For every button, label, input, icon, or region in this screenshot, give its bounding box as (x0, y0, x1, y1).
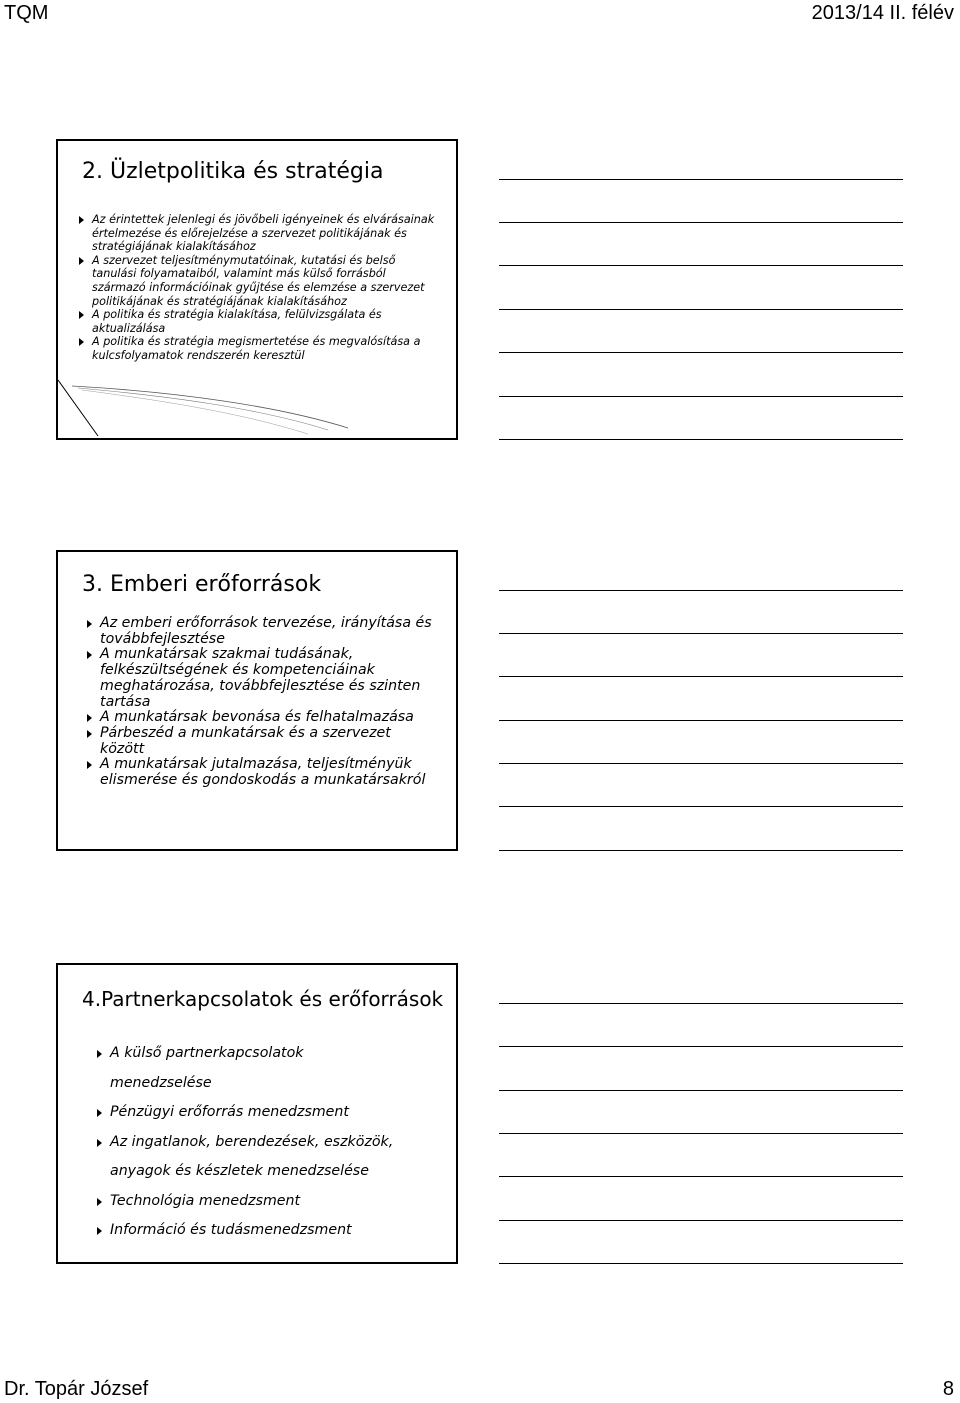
note-line (499, 309, 903, 310)
note-line (499, 1133, 903, 1134)
bullet-item: A politika és stratégia kialakítása, felülvizsgálata és aktualizálása (92, 308, 438, 335)
header-semester: 2013/14 II. félév (811, 2, 954, 24)
note-line (499, 222, 903, 223)
slide-title: 4.Partnerkapcsolatok és erőforrások (82, 987, 444, 1011)
note-line (499, 1046, 903, 1047)
triangle-bullet-icon (79, 257, 84, 265)
note-line (499, 179, 903, 180)
bullet-item: Információ és tudásmenedzsment (110, 1216, 438, 1246)
note-line (499, 439, 903, 440)
bullet-item: A külső partnerkapcsolatok (110, 1039, 438, 1069)
note-line (499, 720, 903, 721)
slide-partnerships-resources (56, 963, 458, 1264)
triangle-bullet-icon (97, 1109, 102, 1117)
bullet-item: Az emberi erőforrások tervezése, irányítása és továbbfejlesztése (100, 616, 438, 647)
bullet-list (100, 616, 438, 789)
triangle-bullet-icon (87, 730, 92, 738)
slide-title: 2. Üzletpolitika és stratégia (82, 159, 384, 184)
bullet-item: A szervezet teljesítménymutatóinak, kutatási és belső tanulási folyamataiból, valamint más külső forrásból származó információinak gyűjtése és elemzése a szervezet politikájának és stratégiájának kialakításához (92, 254, 438, 308)
bullet-item: Az ingatlanok, berendezések, eszközök, (110, 1128, 438, 1158)
header-course: TQM (4, 2, 49, 24)
note-line (499, 763, 903, 764)
bullet-item: A munkatársak szakmai tudásának, felkészültségének és kompetenciáinak meghatározása, továbbfejlesztése és szinten tartása (100, 647, 438, 710)
note-line (499, 1090, 903, 1091)
page-number: 8 (942, 1378, 954, 1400)
triangle-bullet-icon (87, 714, 92, 722)
bullet-item: Az érintettek jelenlegi és jövőbeli igényeinek és elvárásainak értelmezése és előrejelzése a szervezet politikájának és stratégiájának kialakításához (92, 213, 438, 254)
note-line (499, 1176, 903, 1177)
corner-decoration (58, 378, 358, 438)
triangle-bullet-icon (87, 761, 92, 769)
triangle-bullet-icon (79, 216, 84, 224)
slide-human-resources (56, 550, 458, 851)
slide-business-policy (56, 139, 458, 440)
note-line (499, 352, 903, 353)
note-line (499, 1220, 903, 1221)
note-line (499, 850, 903, 851)
note-line (499, 590, 903, 591)
note-line (499, 676, 903, 677)
slide-title: 3. Emberi erőforrások (82, 572, 322, 597)
triangle-bullet-icon (87, 651, 92, 659)
note-line (499, 1003, 903, 1004)
triangle-bullet-icon (97, 1139, 102, 1147)
triangle-bullet-icon (97, 1227, 102, 1235)
note-line (499, 1263, 903, 1264)
triangle-bullet-icon (79, 338, 84, 346)
triangle-bullet-icon (87, 620, 92, 628)
note-line (499, 396, 903, 397)
bullet-item: Párbeszéd a munkatársak és a szervezet között (100, 726, 438, 757)
bullet-list (110, 1039, 438, 1246)
bullet-item: A munkatársak bevonása és felhatalmazása (100, 710, 438, 726)
footer-author: Dr. Topár József (4, 1378, 149, 1400)
note-line (499, 633, 903, 634)
note-line (499, 265, 903, 266)
bullet-item: A politika és stratégia megismertetése és megvalósítása a kulcsfolyamatok rendszerén keresztül (92, 335, 438, 362)
triangle-bullet-icon (79, 311, 84, 319)
bullet-item: Pénzügyi erőforrás menedzsment (110, 1098, 438, 1128)
bullet-item: A munkatársak jutalmazása, teljesítményük elismerése és gondoskodás a munkatársakról (100, 757, 438, 788)
bullet-list (92, 213, 438, 363)
bullet-item: Technológia menedzsment (110, 1187, 438, 1217)
triangle-bullet-icon (97, 1050, 102, 1058)
triangle-bullet-icon (97, 1198, 102, 1206)
note-line (499, 806, 903, 807)
bullet-item-continuation: menedzselése (110, 1074, 212, 1091)
bullet-item-continuation: anyagok és készletek menedzselése (110, 1163, 369, 1179)
